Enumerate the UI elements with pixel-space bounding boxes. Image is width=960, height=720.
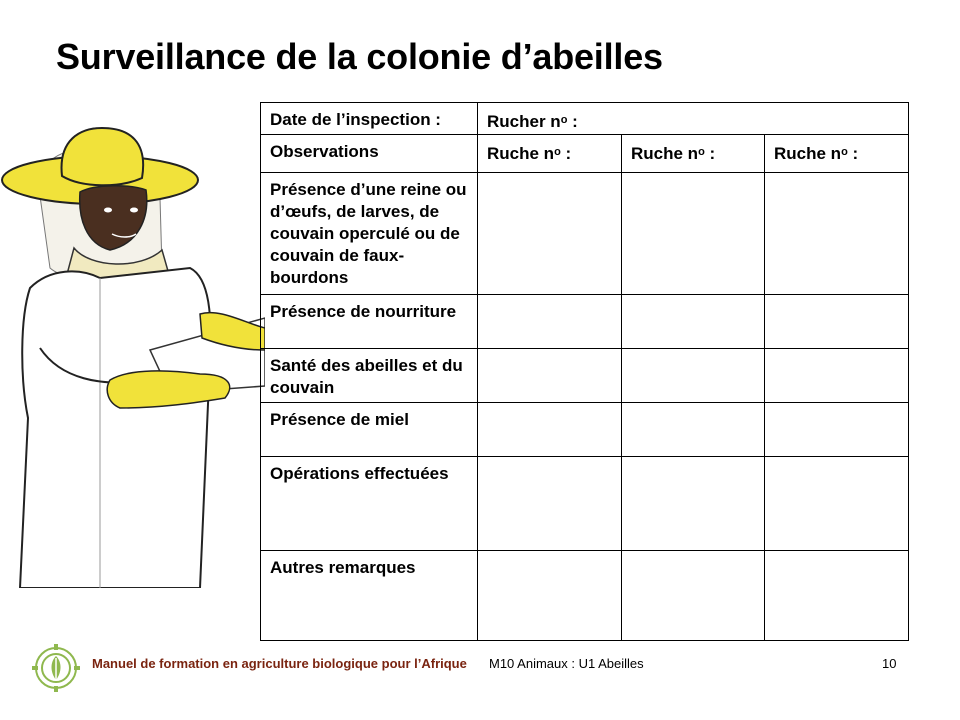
- table-row: [261, 295, 909, 349]
- form-column-header-row: [261, 135, 909, 173]
- hive-1-cell[interactable]: [478, 551, 622, 641]
- hive-3-cell[interactable]: [765, 457, 909, 551]
- footer-module: M10 Animaux : U1 Abeilles: [489, 656, 644, 671]
- hive-3-label: Ruche n: [774, 144, 842, 163]
- apiary-label: Rucher n: [487, 112, 561, 131]
- table-row: [261, 173, 909, 295]
- page-number: 10: [882, 656, 897, 671]
- hive-3-cell[interactable]: [765, 349, 909, 403]
- form-header-row: [261, 103, 909, 135]
- row-label-food: Présence de nourriture: [261, 295, 478, 349]
- hive-2-cell[interactable]: [622, 349, 765, 403]
- row-label-queen: Présence d’une reine ou d’œufs, de larves, de couvain operculé ou de couvain de faux-bourdons: [261, 173, 478, 295]
- beekeeper-illustration: [0, 118, 265, 588]
- apiary-number-cell[interactable]: [478, 103, 909, 135]
- hive-3-suffix: o: [841, 146, 848, 158]
- observations-header: [261, 135, 478, 173]
- hive-3-cell[interactable]: [765, 173, 909, 295]
- observations-label: Observations: [270, 142, 379, 161]
- hive-1-cell[interactable]: [478, 173, 622, 295]
- table-row: [261, 349, 909, 403]
- slide-title: Surveillance de la colonie d’abeilles: [56, 36, 663, 77]
- hive-3-cell[interactable]: [765, 295, 909, 349]
- hive-3-cell[interactable]: [765, 403, 909, 457]
- inspection-date-cell[interactable]: [261, 103, 478, 135]
- organic-agriculture-logo: [28, 642, 84, 694]
- hive-2-cell[interactable]: [622, 403, 765, 457]
- hive-2-cell[interactable]: [622, 551, 765, 641]
- table-row: [261, 403, 909, 457]
- hive-2-cell[interactable]: [622, 173, 765, 295]
- hive-2-cell[interactable]: [622, 295, 765, 349]
- apiary-colon: :: [567, 112, 578, 131]
- row-label-operations: Opérations effectuées: [261, 457, 478, 551]
- hive-1-label: Ruche n: [487, 144, 555, 163]
- hive-2-cell[interactable]: [622, 457, 765, 551]
- hive-3-colon: :: [847, 144, 859, 163]
- row-label-remarks: Autres remarques: [261, 551, 478, 641]
- hive-1-suffix: o: [554, 146, 561, 158]
- hive-1-colon: :: [560, 144, 572, 163]
- hive-3-header[interactable]: [765, 135, 909, 173]
- inspection-form-table: [260, 102, 909, 641]
- hive-3-cell[interactable]: [765, 551, 909, 641]
- table-row: [261, 551, 909, 641]
- hive-1-cell[interactable]: [478, 295, 622, 349]
- hive-1-cell[interactable]: [478, 457, 622, 551]
- inspection-date-label: Date de l’inspection :: [270, 110, 441, 129]
- hive-2-header[interactable]: [622, 135, 765, 173]
- hive-2-label: Ruche n: [631, 144, 699, 163]
- hive-2-suffix: o: [698, 146, 705, 158]
- row-label-honey: Présence de miel: [261, 403, 478, 457]
- row-label-health: Santé des abeilles et du couvain: [261, 349, 478, 403]
- footer-manual-title: Manuel de formation en agriculture biologique pour l’Afrique: [92, 656, 467, 671]
- hive-1-cell[interactable]: [478, 349, 622, 403]
- table-row: [261, 457, 909, 551]
- hive-2-colon: :: [704, 144, 716, 163]
- hive-1-cell[interactable]: [478, 403, 622, 457]
- apiary-suffix: o: [560, 114, 568, 126]
- hive-1-header[interactable]: [478, 135, 622, 173]
